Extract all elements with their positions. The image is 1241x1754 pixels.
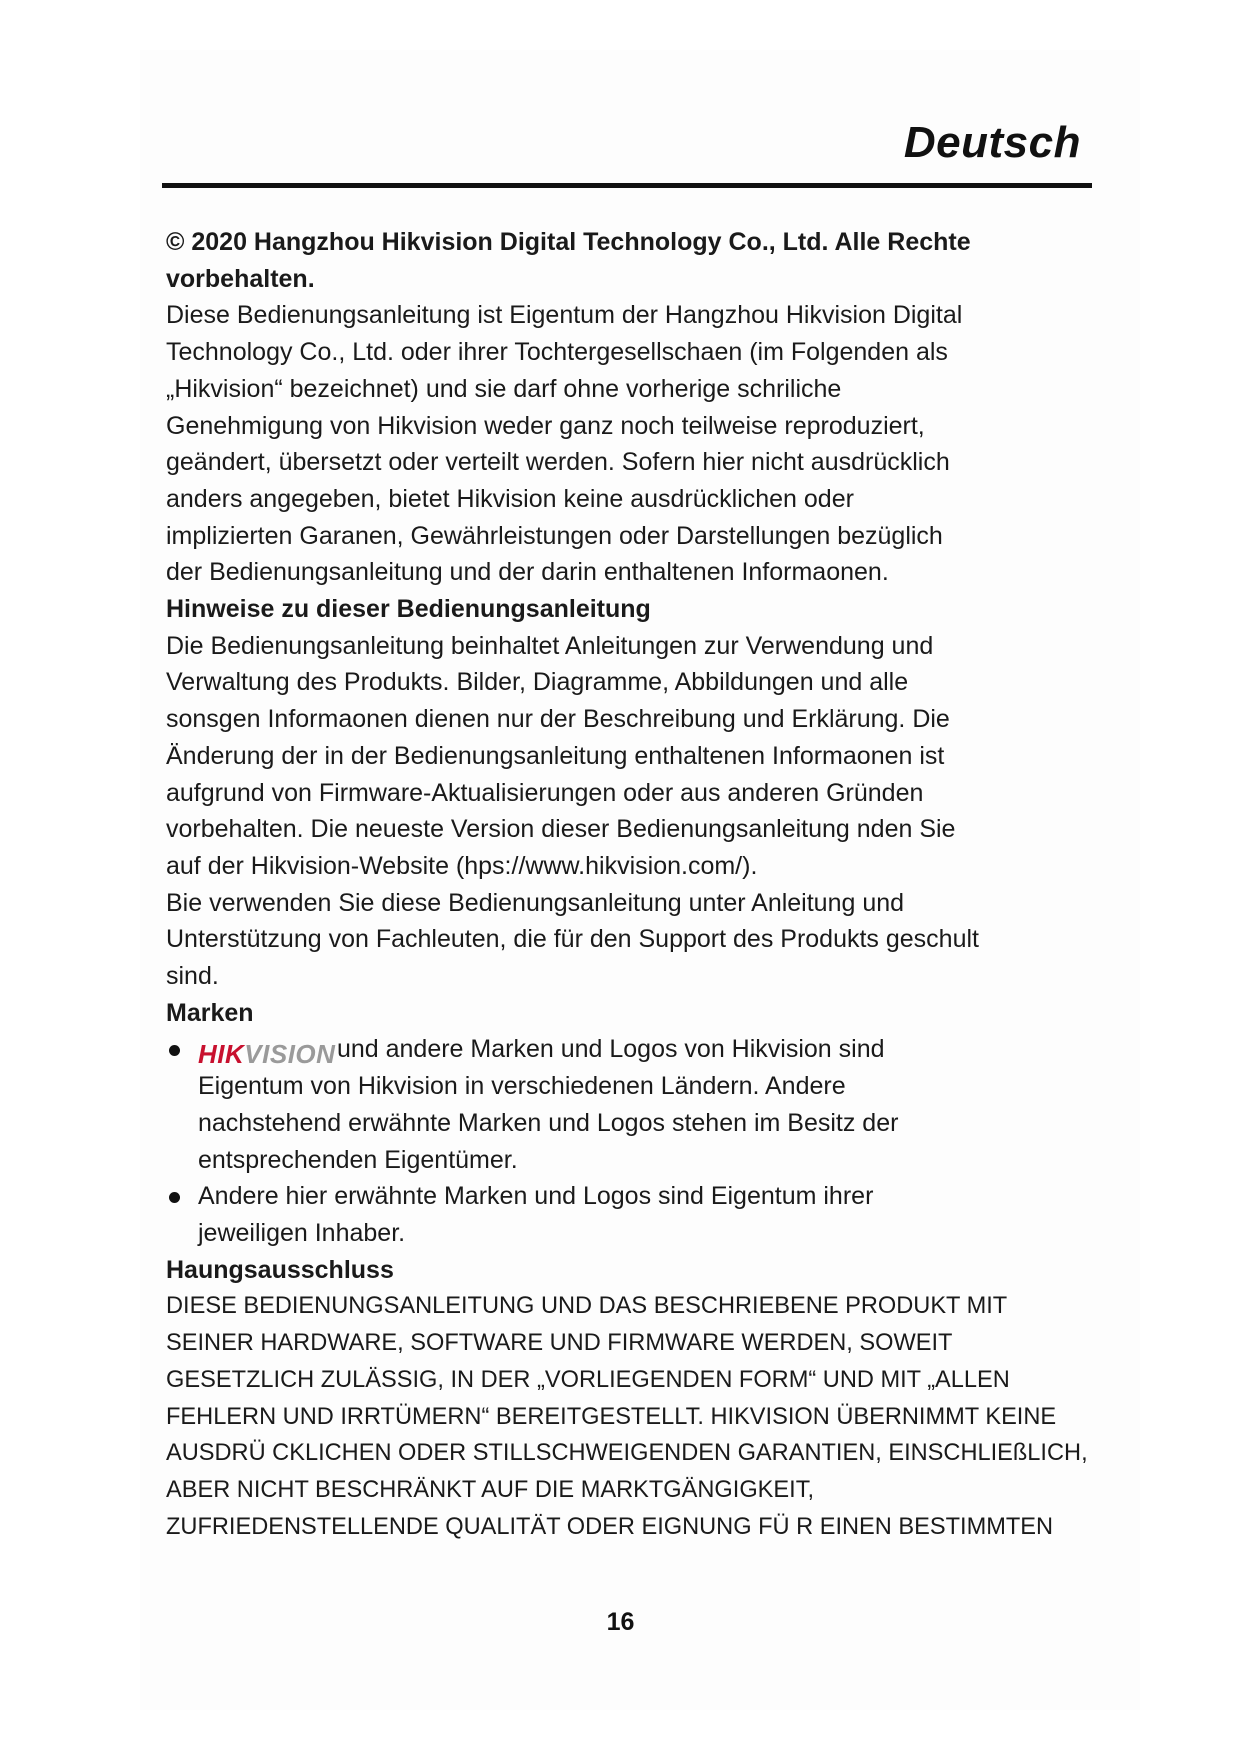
- manual-notes-heading: Hinweise zu dieser Bedienungsanleitung: [166, 595, 651, 624]
- page-number: 16: [606, 1608, 635, 1636]
- disclaimer-line: ABER NICHT BESCHRÄNKT AUF DIE MARKTGÄNGIGKEIT,: [166, 1476, 815, 1503]
- list-item: [166, 1178, 1116, 1251]
- document-body: [166, 224, 1116, 1545]
- copyright-line: Diese Bedienungsanleitung ist Eigentum der Hangzhou Hikvision Digital: [166, 301, 963, 330]
- manual-notes-section: [166, 591, 1116, 995]
- copyright-line: Technology Co., Ltd. oder ihrer Tochtergesellschaen (im Folgenden als: [166, 338, 948, 367]
- title-rule: [162, 183, 1092, 188]
- manual-notes-line: sonsgen Informaonen dienen nur der Beschreibung und Erklärung. Die: [166, 705, 950, 734]
- trademarks-section: [166, 995, 1116, 1252]
- manual-notes-line: vorbehalten. Die neueste Version dieser Bedienungsanleitung nden Sie: [166, 815, 956, 844]
- copyright-line: der Bedienungsanleitung und der darin enthaltenen Informaonen.: [166, 558, 889, 587]
- copyright-section: [166, 224, 1116, 591]
- disclaimer-line: ZUFRIEDENSTELLENDE QUALITÄT ODER EIGNUNG FÜ R EINEN BESTIMMTEN: [166, 1513, 1054, 1540]
- copyright-line: „Hikvision“ bezeichnet) und sie darf ohne vorherige schriliche: [166, 374, 842, 403]
- disclaimer-line: FEHLERN UND IRRTÜMERN“ BEREITGESTELLT. HIKVISION ÜBERNIMMT KEINE: [166, 1403, 1057, 1430]
- copyright-line: anders angegeben, bietet Hikvision keine ausdrücklichen oder: [166, 484, 854, 513]
- copyright-line: Genehmigung von Hikvision weder ganz noch teilweise reproduziert,: [166, 411, 925, 440]
- manual-notes-line: auf der Hikvision-Website (hps://www.hikvision.com/).: [166, 851, 758, 880]
- bullet-icon: [169, 1045, 180, 1056]
- section-title: Deutsch: [903, 118, 1081, 167]
- disclaimer-heading: Haungsausschluss: [166, 1255, 394, 1284]
- trademark-text: und andere Marken und Logos von Hikvision sind: [336, 1035, 885, 1064]
- manual-notes-line: sind.: [166, 962, 219, 991]
- copyright-line: implizierten Garanen, Gewährleistungen oder Darstellungen bezüglich: [166, 521, 943, 550]
- manual-notes-line: Verwaltung des Produkts. Bilder, Diagramme, Abbildungen und alle: [166, 668, 909, 697]
- disclaimer-line: DIESE BEDIENUNGSANLEITUNG UND DAS BESCHRIEBENE PRODUKT MIT: [166, 1293, 1008, 1320]
- manual-notes-line: aufgrund von Firmware-Aktualisierungen oder aus anderen Gründen: [166, 778, 924, 807]
- copyright-heading-cont: vorbehalten.: [166, 264, 315, 293]
- bullet-icon: [169, 1192, 180, 1203]
- manual-notes-line: Bie verwenden Sie diese Bedienungsanleitung unter Anleitung und: [166, 888, 905, 917]
- trademark-text: nachstehend erwähnte Marken und Logos stehen im Besitz der: [198, 1108, 899, 1137]
- disclaimer-line: SEINER HARDWARE, SOFTWARE UND FIRMWARE WERDEN, SOWEIT: [166, 1330, 953, 1357]
- trademark-text: Eigentum von Hikvision in verschiedenen Ländern. Andere: [198, 1072, 846, 1101]
- copyright-heading: © 2020 Hangzhou Hikvision Digital Technology Co., Ltd. Alle Rechte: [166, 228, 971, 256]
- list-item: [166, 1031, 1116, 1178]
- copyright-line: geändert, übersetzt oder verteilt werden. Sofern hier nicht ausdrücklich: [166, 448, 950, 477]
- trademarks-list: [166, 1031, 1116, 1251]
- trademark-text: jeweiligen Inhaber.: [198, 1218, 406, 1247]
- hikvision-logo: HIKVISION: [198, 1039, 336, 1070]
- manual-notes-line: Änderung der in der Bedienungsanleitung enthaltenen Informaonen ist: [166, 741, 945, 770]
- disclaimer-line: GESETZLICH ZULÄSSIG, IN DER „VORLIEGENDEN FORM“ UND MIT „ALLEN: [166, 1366, 1010, 1393]
- disclaimer-section: [166, 1252, 1116, 1546]
- trademarks-heading: Marken: [166, 998, 254, 1027]
- manual-notes-line: Die Bedienungsanleitung beinhaltet Anleitungen zur Verwendung und: [166, 631, 934, 660]
- trademark-text: Andere hier erwähnte Marken und Logos sind Eigentum ihrer: [198, 1182, 874, 1211]
- disclaimer-line: AUSDRÜ CKLICHEN ODER STILLSCHWEIGENDEN GARANTIEN, EINSCHLIEßLICH,: [166, 1440, 1088, 1467]
- manual-notes-line: Unterstützung von Fachleuten, die für den Support des Produkts geschult: [166, 925, 979, 954]
- trademark-text: entsprechenden Eigentümer.: [198, 1145, 518, 1174]
